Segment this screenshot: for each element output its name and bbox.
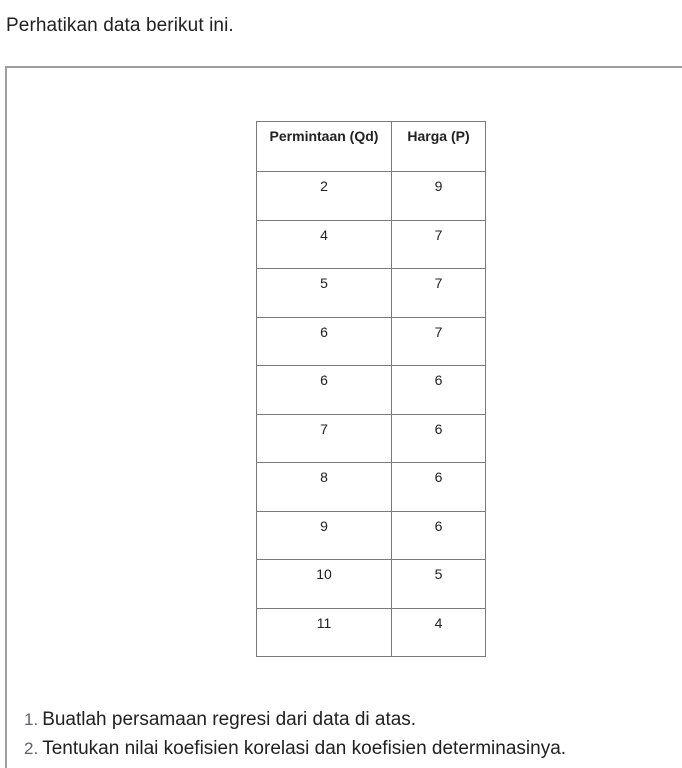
cell-qd: 10 [257, 560, 392, 609]
cell-p: 9 [392, 172, 486, 221]
cell-p: 6 [392, 366, 486, 415]
cell-p: 7 [392, 269, 486, 318]
cell-qd: 7 [257, 414, 392, 463]
intro-text: Perhatikan data berikut ini. [6, 15, 234, 36]
header-harga: Harga (P) [392, 122, 486, 172]
cell-qd: 2 [257, 172, 392, 221]
table-header-row [257, 122, 486, 172]
table-row [257, 317, 486, 366]
cell-p: 6 [392, 414, 486, 463]
cell-qd: 6 [257, 366, 392, 415]
cell-p: 5 [392, 560, 486, 609]
question-text: Buatlah persamaan regresi dari data di atas. [42, 709, 417, 730]
cell-qd: 11 [257, 608, 392, 657]
table-row [257, 511, 486, 560]
table-row [257, 560, 486, 609]
question-item [24, 706, 566, 735]
table-row [257, 608, 486, 657]
cell-qd: 4 [257, 220, 392, 269]
table-row [257, 220, 486, 269]
question-number: 1. [24, 710, 39, 729]
frame-gap [7, 192, 19, 718]
question-item [24, 735, 566, 764]
cell-p: 6 [392, 511, 486, 560]
cell-qd: 6 [257, 317, 392, 366]
cell-p: 7 [392, 220, 486, 269]
cell-qd: 9 [257, 511, 392, 560]
cell-qd: 5 [257, 269, 392, 318]
cell-p: 7 [392, 317, 486, 366]
table-row [257, 269, 486, 318]
question-list [24, 706, 566, 764]
cell-p: 4 [392, 608, 486, 657]
data-table [256, 121, 486, 657]
table-row [257, 366, 486, 415]
header-permintaan: Permintaan (Qd) [257, 122, 392, 172]
question-text: Tentukan nilai koefisien korelasi dan koefisien determinasinya. [42, 738, 567, 759]
cell-qd: 8 [257, 463, 392, 512]
table-row [257, 463, 486, 512]
table-row [257, 172, 486, 221]
question-number: 2. [24, 739, 39, 758]
cell-p: 6 [392, 463, 486, 512]
table-row [257, 414, 486, 463]
